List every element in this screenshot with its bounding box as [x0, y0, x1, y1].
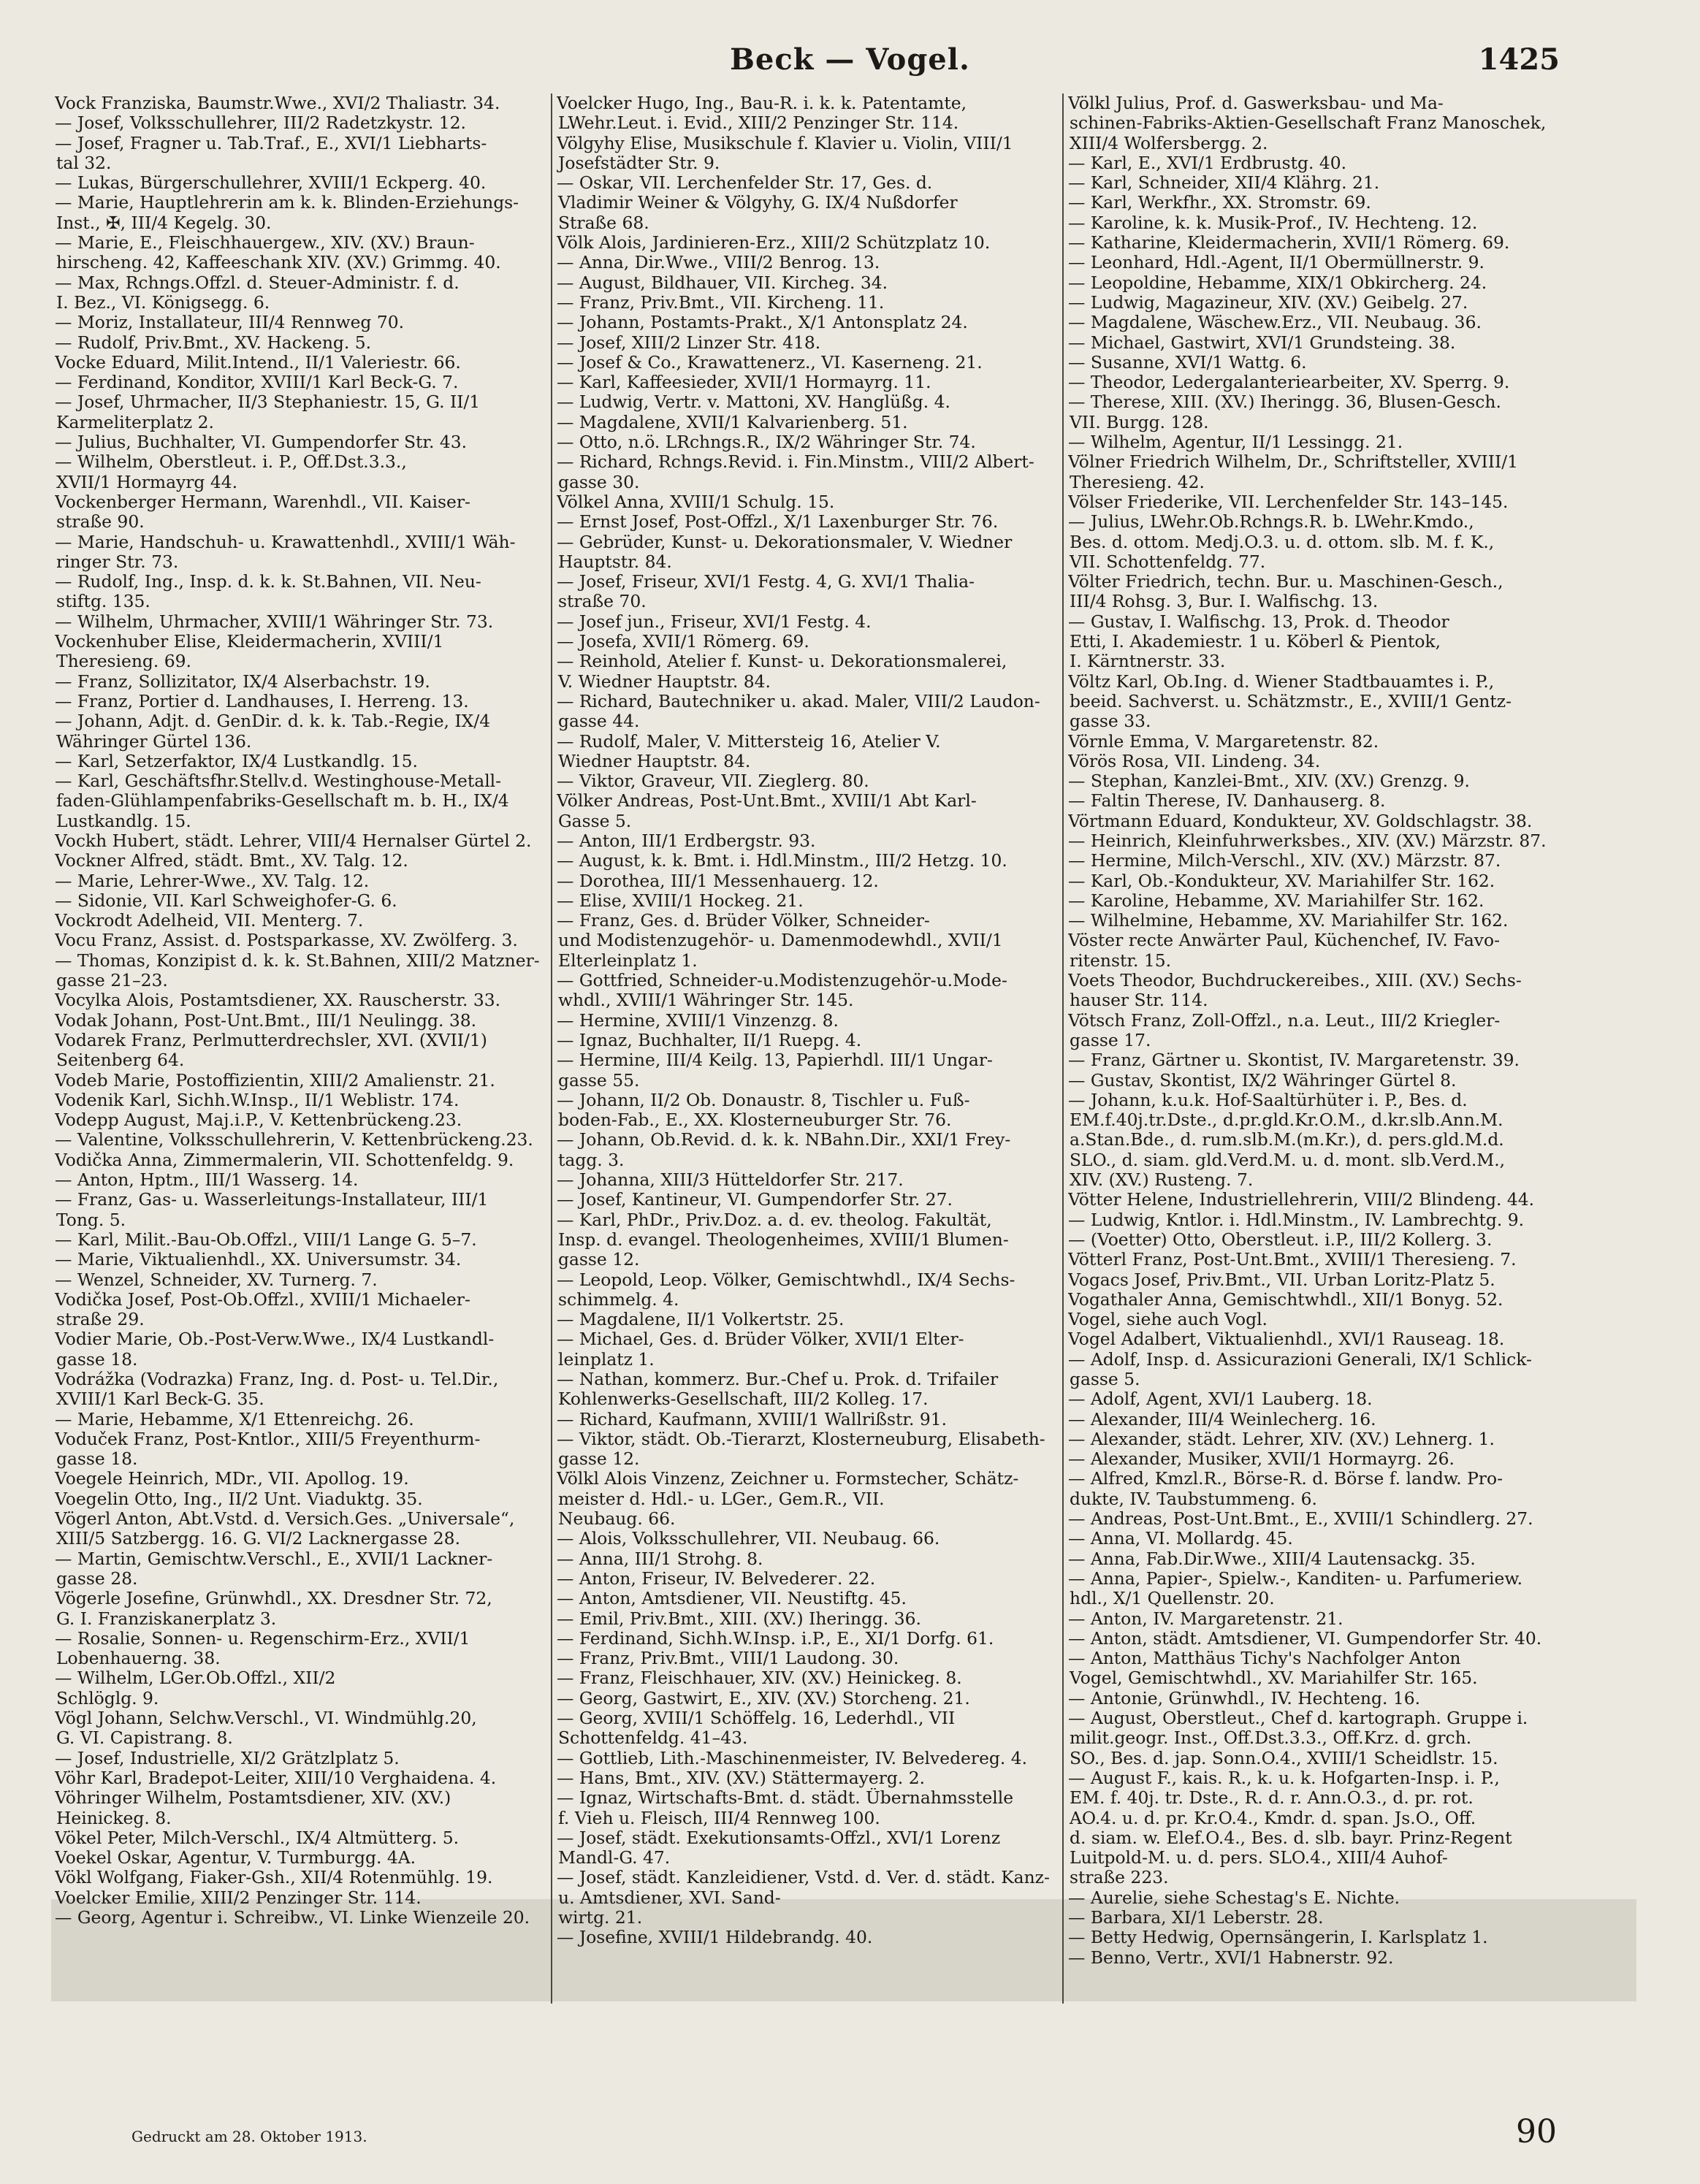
directory-line: XVIII/1 Karl Beck-G. 35.	[56, 1389, 264, 1410]
directory-line: — Sidonie, VII. Karl Schweighofer-G. 6.	[55, 890, 397, 911]
directory-line: — Josef, städt. Exekutionsamts-Offzl., XVI/1 Lorenz	[557, 1828, 1001, 1848]
directory-line: Völkel Anna, XVIII/1 Schulg. 15.	[557, 492, 835, 512]
directory-line: — Franz, Gärtner u. Skontist, IV. Margaretenstr. 39.	[1068, 1050, 1520, 1071]
directory-line: — Katharine, Kleidermacherin, XVII/1 Römerg. 69.	[1068, 233, 1510, 253]
directory-line: — Rudolf, Ing., Insp. d. k. k. St.Bahnen, VII. Neu-	[55, 572, 481, 592]
directory-line: gasse 28.	[56, 1568, 138, 1589]
print-date: Gedruckt am 28. Oktober 1913.	[131, 2128, 367, 2145]
directory-line: — Andreas, Post-Unt.Bmt., E., XVIII/1 Schindlerg. 27.	[1068, 1509, 1533, 1530]
directory-line: faden-Glühlampenfabriks-Gesellschaft m. b. H., IX/4	[56, 791, 509, 812]
directory-line: — Franz, Sollizitator, IX/4 Alserbachstr. 19.	[55, 671, 430, 692]
directory-line: Völgyhy Elise, Musikschule f. Klavier u. Violin, VIII/1	[557, 133, 1013, 153]
page-number: 1425	[1478, 42, 1560, 77]
directory-line: Vogel Adalbert, Viktualienhdl., XVI/1 Rauseag. 18.	[1068, 1329, 1505, 1350]
directory-line: — Marie, Handschuh- u. Krawattenhdl., XVIII/1 Wäh-	[55, 532, 516, 552]
directory-line: d. siam. w. Elef.O.4., Bes. d. slb. bayr. Prinz-Regent	[1070, 1828, 1512, 1848]
directory-line: — Ludwig, Vertr. v. Mattoni, XV. Hanglüßg. 4.	[557, 392, 950, 413]
directory-line: — Karl, E., XVI/1 Erdbrustg. 40.	[1068, 153, 1347, 173]
directory-line: Theresieng. 69.	[56, 652, 191, 672]
directory-line: — Karl, Schneider, XII/4 Klährg. 21.	[1068, 173, 1380, 194]
directory-line: — Hermine, Milch-Verschl., XIV. (XV.) Märzstr. 87.	[1068, 851, 1501, 871]
directory-line: XIII/4 Wolfersbergg. 2.	[1070, 133, 1268, 153]
directory-line: — Ludwig, Magazineur, XIV. (XV.) Geibelg. 27.	[1068, 292, 1468, 313]
directory-line: I. Bez., VI. Königsegg. 6.	[56, 292, 270, 313]
directory-line: Vockrodt Adelheid, VII. Menterg. 7.	[55, 911, 364, 931]
column-3	[1068, 93, 1579, 1968]
directory-line: — Lukas, Bürgerschullehrer, XVIII/1 Eckperg. 40.	[55, 173, 487, 194]
directory-line: — Anton, städt. Amtsdiener, VI. Gumpendorfer Str. 40.	[1068, 1628, 1542, 1649]
directory-line: — Rudolf, Priv.Bmt., XV. Hackeng. 5.	[55, 332, 372, 353]
directory-line: — Valentine, Volksschullehrerin, V. Kettenbrückeng.23.	[55, 1130, 533, 1150]
directory-line: — Marie, Hebamme, X/1 Ettenreichg. 26.	[55, 1409, 414, 1429]
directory-line: Voets Theodor, Buchdruckereibes., XIII. (XV.) Sechs-	[1068, 971, 1522, 991]
directory-line: Vötsch Franz, Zoll-Offzl., n.a. Leut., III/2 Kriegler-	[1068, 1010, 1501, 1031]
directory-line: — Franz, Priv.Bmt., VII. Kircheng. 11.	[557, 292, 885, 313]
directory-line: — Josefa, XVII/1 Römerg. 69.	[557, 632, 809, 652]
directory-line: Schlöglg. 9.	[56, 1688, 159, 1708]
directory-line: — Anton, IV. Margaretenstr. 21.	[1068, 1608, 1343, 1629]
directory-line: — Anton, Matthäus Tichy's Nachfolger Anton	[1068, 1649, 1461, 1669]
directory-line: — Alexander, städt. Lehrer, XIV. (XV.) Lehnerg. 1.	[1068, 1429, 1495, 1449]
directory-line: SLO., d. siam. gld.Verd.M. u. d. mont. slb.Verd.M.,	[1070, 1150, 1506, 1170]
directory-line: — Richard, Rchngs.Revid. i. Fin.Minstm., VIII/2 Albert-	[557, 452, 1034, 473]
directory-line: — Wilhelm, Agentur, II/1 Lessingg. 21.	[1068, 432, 1403, 453]
directory-line: gasse 12.	[558, 1250, 640, 1270]
directory-line: — Anton, Amtsdiener, VII. Neustiftg. 45.	[557, 1589, 907, 1609]
directory-line: Vöhr Karl, Bradepot-Leiter, XIII/10 Verghaidena. 4.	[55, 1768, 497, 1788]
directory-line: — (Voetter) Otto, Oberstleut. i.P., III/2 Kollerg. 3.	[1068, 1229, 1493, 1250]
directory-line: — Josef & Co., Krawattenerz., VI. Kaserneng. 21.	[557, 352, 983, 373]
directory-line: — Barbara, XI/1 Leberstr. 28.	[1068, 1908, 1324, 1928]
directory-line: Vogel, siehe auch Vogl.	[1068, 1310, 1268, 1330]
directory-line: — Ignaz, Wirtschafts-Bmt. d. städt. Übernahmsstelle	[557, 1788, 1014, 1809]
directory-line: — August, Bildhauer, VII. Kircheg. 34.	[557, 272, 888, 293]
directory-line: — Theodor, Ledergalanteriearbeiter, XV. Sperrg. 9.	[1068, 373, 1510, 393]
directory-line: ringer Str. 73.	[56, 551, 179, 572]
directory-line: — Richard, Kaufmann, XVIII/1 Wallrißstr. 91.	[557, 1409, 948, 1429]
column-1	[55, 93, 566, 1928]
directory-line: — Karl, Geschäftsfhr.Stellv.d. Westinghouse-Metall-	[55, 771, 502, 792]
directory-line: Voekel Oskar, Agentur, V. Turmburgg. 4A.	[55, 1848, 416, 1868]
directory-line: — Karl, Kaffeesieder, XVII/1 Hormayrg. 11.	[557, 373, 931, 393]
directory-line: — Ignaz, Buchhalter, II/1 Ruepg. 4.	[557, 1030, 862, 1050]
directory-line: Inst., ✠, III/4 Kegelg. 30.	[56, 213, 272, 233]
directory-line: Vodepp August, Maj.i.P., V. Kettenbrückeng.23.	[55, 1110, 462, 1131]
directory-line: — Heinrich, Kleinfuhrwerksbes., XIV. (XV.) Märzstr. 87.	[1068, 831, 1547, 851]
directory-line: Vökel Peter, Milch-Verschl., IX/4 Altmütterg. 5.	[55, 1828, 460, 1848]
directory-line: Vogacs Josef, Priv.Bmt., VII. Urban Loritz-Platz 5.	[1068, 1269, 1495, 1290]
directory-line: ritenstr. 15.	[1070, 950, 1172, 971]
directory-line: — Gottlieb, Lith.-Maschinenmeister, IV. Belvedereg. 4.	[557, 1748, 1028, 1768]
directory-line: — Anna, Fab.Dir.Wwe., XIII/4 Lautensackg. 35.	[1068, 1549, 1476, 1569]
directory-line: — Wilhelm, LGer.Ob.Offzl., XII/2	[55, 1668, 336, 1689]
directory-line: — Reinhold, Atelier f. Kunst- u. Dekorationsmalerei,	[557, 652, 1007, 672]
directory-line: leinplatz 1.	[558, 1349, 655, 1370]
directory-line: — Antonie, Grünwhdl., IV. Hechteng. 16.	[1068, 1688, 1421, 1708]
directory-line: Vockenberger Hermann, Warenhdl., VII. Kaiser-	[55, 492, 470, 512]
directory-line: milit.geogr. Inst., Off.Dst.3.3., Off.Krz. d. grch.	[1070, 1728, 1472, 1749]
directory-line: — Anna, III/1 Strohg. 8.	[557, 1549, 763, 1569]
directory-line: — Marie, E., Fleischhauergew., XIV. (XV.) Braun-	[55, 233, 475, 253]
directory-line: — Marie, Hauptlehrerin am k. k. Blinden-Erziehungs-	[55, 193, 519, 213]
directory-line: — Marie, Lehrer-Wwe., XV. Talg. 12.	[55, 871, 370, 891]
directory-line: Völkl Alois Vinzenz, Zeichner u. Formstecher, Schätz-	[557, 1469, 1019, 1489]
directory-line: Vodrážka (Vodrazka) Franz, Ing. d. Post- u. Tel.Dir.,	[55, 1370, 499, 1389]
directory-line: — Michael, Gastwirt, XVI/1 Grundsteing. 38.	[1068, 332, 1456, 353]
directory-line: — Johanna, XIII/3 Hütteldorfer Str. 217.	[557, 1170, 904, 1191]
directory-line: — Georg, Agentur i. Schreibw., VI. Linke Wienzeile 20.	[55, 1908, 530, 1928]
directory-line: EM.f.40j.tr.Dste., d.pr.gld.Kr.O.M., d.kr.slb.Ann.M.	[1070, 1110, 1503, 1131]
directory-line: Vöhringer Wilhelm, Postamtsdiener, XIV. (XV.)	[55, 1788, 451, 1809]
directory-line: f. Vieh u. Fleisch, III/4 Rennweg 100.	[558, 1808, 880, 1828]
directory-line: — Josef, Friseur, XVI/1 Festg. 4, G. XVI/1 Thalia-	[557, 572, 975, 592]
directory-line: — Hermine, III/4 Keilg. 13, Papierhdl. III/1 Ungar-	[557, 1050, 993, 1071]
directory-line: Vockenhuber Elise, Kleidermacherin, XVIII/1	[55, 632, 444, 652]
directory-line: a.Stan.Bde., d. rum.slb.M.(m.Kr.), d. pers.gld.M.d.	[1070, 1130, 1504, 1150]
directory-line: — Leopoldine, Hebamme, XIX/1 Obkircherg. 24.	[1068, 272, 1487, 293]
directory-line: — Rudolf, Maler, V. Mittersteig 16, Atelier V.	[557, 731, 941, 752]
directory-line: — Josef, Kantineur, VI. Gumpendorfer Str. 27.	[557, 1190, 953, 1210]
directory-line: — Josefine, XVIII/1 Hildebrandg. 40.	[557, 1928, 873, 1948]
directory-line: XIV. (XV.) Rusteng. 7.	[1070, 1170, 1254, 1191]
directory-line: Vodarek Franz, Perlmutterdrechsler, XVI. (XVII/1)	[55, 1030, 487, 1050]
directory-line: Tong. 5.	[56, 1210, 126, 1230]
directory-line: Neubaug. 66.	[558, 1509, 676, 1530]
directory-line: — Anna, Dir.Wwe., VIII/2 Benrog. 13.	[557, 253, 880, 273]
directory-line: XIII/5 Satzbergg. 16. G. VI/2 Lacknergasse 28.	[56, 1529, 461, 1549]
directory-line: — Ferdinand, Konditor, XVIII/1 Karl Beck-G. 7.	[55, 373, 459, 393]
directory-line: VII. Schottenfeldg. 77.	[1070, 551, 1266, 572]
directory-line: — Adolf, Agent, XVI/1 Lauberg. 18.	[1068, 1389, 1373, 1410]
directory-line: Vögerl Anton, Abt.Vstd. d. Versich.Ges. „Universale“,	[55, 1509, 515, 1530]
directory-line: gasse 55.	[558, 1070, 640, 1091]
directory-line: — Karl, Ob.-Kondukteur, XV. Mariahilfer Str. 162.	[1068, 871, 1495, 891]
directory-line: — Gebrüder, Kunst- u. Dekorationsmaler, V. Wiedner	[557, 532, 1013, 552]
directory-line: Wiedner Hauptstr. 84.	[558, 751, 751, 771]
directory-line: — Viktor, städt. Ob.-Tierarzt, Klosterneuburg, Elisabeth-	[557, 1429, 1045, 1449]
directory-line: Völtz Karl, Ob.Ing. d. Wiener Stadtbauamtes i. P.,	[1068, 671, 1495, 692]
directory-line: Vodeb Marie, Postoffizientin, XIII/2 Amalienstr. 21.	[55, 1070, 495, 1091]
page-heading: Beck — Vogel.	[730, 42, 970, 77]
directory-line: — Karoline, Hebamme, XV. Mariahilfer Str. 162.	[1068, 890, 1484, 911]
directory-line: — Anna, Papier-, Spielw.-, Kanditen- u. Parfumeriew.	[1068, 1568, 1523, 1589]
directory-line: — Johann, Ob.Revid. d. k. k. NBahn.Dir., XXI/1 Frey-	[557, 1130, 1011, 1150]
directory-line: gasse 5.	[1070, 1370, 1140, 1389]
column-divider	[1062, 93, 1064, 2004]
directory-line: Luitpold-M. u. d. pers. SLO.4., XIII/4 Auhof-	[1070, 1848, 1448, 1868]
directory-line: — Therese, XIII. (XV.) Iheringg. 36, Blusen-Gesch.	[1068, 392, 1501, 413]
directory-line: — Richard, Bautechniker u. akad. Maler, VIII/2 Laudon-	[557, 691, 1040, 711]
directory-line: — Karl, Milit.-Bau-Ob.Offzl., VIII/1 Lange G. 5–7.	[55, 1229, 477, 1250]
directory-line: — Wilhelm, Uhrmacher, XVIII/1 Währinger Str. 73.	[55, 611, 494, 632]
directory-line: Vökl Wolfgang, Fiaker-Gsh., XII/4 Rotenmühlg. 19.	[55, 1868, 493, 1888]
directory-line: — Oskar, VII. Lerchenfelder Str. 17, Ges. d.	[557, 173, 933, 194]
directory-line: AO.4. u. d. pr. Kr.O.4., Kmdr. d. span. Js.O., Off.	[1070, 1808, 1476, 1828]
directory-line: beeid. Sachverst. u. Schätzmstr., E., XVIII/1 Gentz-	[1070, 691, 1512, 711]
directory-line: — Franz, Fleischhauer, XIV. (XV.) Heinickeg. 8.	[557, 1668, 962, 1689]
directory-line: — Julius, Buchhalter, VI. Gumpendorfer Str. 43.	[55, 432, 468, 453]
directory-line: Bes. d. ottom. Medj.O.3. u. d. ottom. slb. M. f. K.,	[1070, 532, 1495, 552]
directory-line: — Michael, Ges. d. Brüder Völker, XVII/1 Elter-	[557, 1329, 964, 1350]
directory-line: — Dorothea, III/1 Messenhauerg. 12.	[557, 871, 879, 891]
directory-line: — Anton, Friseur, IV. Belvederег. 22.	[557, 1568, 876, 1589]
directory-line: — Aurelie, siehe Schestag's E. Nichte.	[1068, 1887, 1400, 1908]
directory-line: Vögl Johann, Selchw.Verschl., VI. Windmühlg.20,	[55, 1708, 477, 1729]
directory-line: — Benno, Vertr., XVI/1 Habnerstr. 92.	[1068, 1947, 1394, 1968]
directory-line: Insp. d. evangel. Theologenheimes, XVIII/1 Blumen-	[558, 1229, 1009, 1250]
directory-line: — Ferdinand, Sichh.W.Insp. i.P., E., XI/1 Dorfg. 61.	[557, 1628, 994, 1649]
column-divider	[551, 93, 552, 2004]
directory-line: — Josef, Uhrmacher, II/3 Stephaniestr. 15, G. II/1	[55, 392, 481, 413]
directory-line: — August F., kais. R., k. u. k. Hofgarten-Insp. i. P.,	[1068, 1768, 1500, 1788]
directory-line: Völker Andreas, Post-Unt.Bmt., XVIII/1 Abt Karl-	[557, 791, 977, 812]
directory-line: — Marie, Viktualienhdl., XX. Universumstr. 34.	[55, 1250, 462, 1270]
directory-line: Vöster recte Anwärter Paul, Küchenchef, IV. Favo-	[1068, 931, 1500, 951]
directory-line: Vladimir Weiner & Völgyhy, G. IX/4 Nußdorfer	[558, 193, 958, 213]
directory-line: — Emil, Priv.Bmt., XIII. (XV.) Iheringg. 36.	[557, 1608, 921, 1629]
directory-line: — Hans, Bmt., XIV. (XV.) Stättermayerg. 2.	[557, 1768, 926, 1788]
directory-line: — Faltin Therese, IV. Danhauserg. 8.	[1068, 791, 1386, 812]
directory-line: — Alfred, Kmzl.R., Börse-R. d. Börse f. landw. Pro-	[1068, 1469, 1503, 1489]
directory-line: V. Wiedner Hauptstr. 84.	[558, 671, 771, 692]
directory-line: hauser Str. 114.	[1070, 990, 1208, 1011]
directory-line: straße 223.	[1070, 1868, 1169, 1888]
sheet-number: 90	[1516, 2113, 1557, 2150]
directory-line: — Karoline, k. k. Musik-Prof., IV. Hechteng. 12.	[1068, 213, 1478, 233]
directory-line: — Martin, Gemischtw.Verschl., E., XVII/1 Lackner-	[55, 1549, 493, 1569]
directory-line: — Gustav, I. Walfischg. 13, Prok. d. Theodor	[1068, 611, 1449, 632]
directory-line: — Alois, Volksschullehrer, VII. Neubaug. 66.	[557, 1529, 940, 1549]
directory-line: gasse 21–23.	[56, 971, 168, 991]
directory-line: Voelcker Hugo, Ing., Bau-R. i. k. k. Patentamte,	[557, 93, 967, 113]
directory-line: Vogathaler Anna, Gemischtwhdl., XII/1 Bonyg. 52.	[1068, 1289, 1503, 1310]
directory-line: — Josef, Fragner u. Tab.Traf., E., XVI/1 Liebharts-	[55, 133, 487, 153]
directory-line: — Franz, Gas- u. Wasserleitungs-Installateur, III/1	[55, 1190, 489, 1210]
directory-line: gasse 30.	[558, 472, 640, 492]
directory-line: Völk Alois, Jardinieren-Erz., XIII/2 Schützplatz 10.	[557, 233, 991, 253]
directory-line: Lobenhauerng. 38.	[56, 1649, 221, 1669]
directory-line: Vodier Marie, Ob.-Post-Verw.Wwe., IX/4 Lustkandl-	[55, 1329, 495, 1350]
directory-line: hdl., X/1 Quellenstr. 20.	[1070, 1589, 1275, 1609]
directory-line: Seitenberg 64.	[56, 1050, 185, 1071]
directory-line: LWehr.Leut. i. Evid., XIII/2 Penzinger Str. 114.	[558, 113, 959, 134]
directory-line: Vögerle Josefine, Grünwhdl., XX. Dresdner Str. 72,	[55, 1589, 492, 1609]
directory-line: Voduček Franz, Post-Kntlor., XIII/5 Freyenthurm-	[55, 1429, 481, 1449]
directory-line: — Julius, LWehr.Ob.Rchngs.R. b. LWehr.Kmdo.,	[1068, 512, 1474, 532]
directory-line: meister d. Hdl.- u. LGer., Gem.R., VII.	[558, 1489, 885, 1509]
directory-line: — Susanne, XVI/1 Wattg. 6.	[1068, 352, 1307, 373]
directory-line: — Georg, XVIII/1 Schöffelg. 16, Lederhdl., VII	[557, 1708, 956, 1729]
directory-line: — Franz, Portier d. Landhauses, I. Herreng. 13.	[55, 691, 469, 711]
directory-line: SO., Bes. d. jap. Sonn.O.4., XVIII/1 Scheidlstr. 15.	[1070, 1748, 1498, 1768]
directory-line: EM. f. 40j. tr. Dste., R. d. r. Ann.O.3., d. pr. rot.	[1070, 1788, 1474, 1809]
directory-line: — Gottfried, Schneider-u.Modistenzugehör-u.Mode-	[557, 971, 1007, 991]
directory-line: — Alexander, III/4 Weinlecherg. 16.	[1068, 1409, 1376, 1429]
directory-line: gasse 12.	[558, 1449, 640, 1470]
directory-line: — Leopold, Leop. Völker, Gemischtwhdl., IX/4 Sechs-	[557, 1269, 1015, 1290]
directory-line: gasse 44.	[558, 711, 640, 732]
directory-line: — Stephan, Kanzlei-Bmt., XIV. (XV.) Grenzg. 9.	[1068, 771, 1470, 792]
directory-line: schimmelg. 4.	[558, 1289, 679, 1310]
directory-line: u. Amtsdiener, XVI. Sand-	[558, 1887, 781, 1908]
directory-line: Vörtmann Eduard, Kondukteur, XV. Goldschlagstr. 38.	[1068, 811, 1533, 831]
directory-line: — Magdalene, II/1 Volkertstr. 25.	[557, 1310, 845, 1330]
directory-line: — Franz, Ges. d. Brüder Völker, Schneider-	[557, 911, 930, 931]
directory-line: Etti, I. Akademiestr. 1 u. Köberl & Pientok,	[1070, 632, 1441, 652]
directory-line: straße 29.	[56, 1310, 145, 1330]
directory-line: I. Kärntnerstr. 33.	[1070, 652, 1226, 672]
directory-line: und Modistenzugehör- u. Damenmodewhdl., XVII/1	[558, 931, 1003, 951]
directory-line: tal 32.	[56, 153, 112, 173]
directory-line: — Josef, städt. Kanzleidiener, Vstd. d. Ver. d. städt. Kanz-	[557, 1868, 1050, 1888]
directory-line: — Alexander, Musiker, XVII/1 Hormayrg. 26.	[1068, 1449, 1455, 1470]
directory-line: — Franz, Priv.Bmt., VIII/1 Laudong. 30.	[557, 1649, 899, 1669]
directory-line: — Anton, Hptm., III/1 Wasserg. 14.	[55, 1170, 359, 1191]
directory-line: — Josef, Industrielle, XI/2 Grätzlplatz 5.	[55, 1748, 400, 1768]
directory-line: Völser Friederike, VII. Lerchenfelder Str. 143–145.	[1068, 492, 1509, 512]
column-2	[557, 93, 1068, 1948]
directory-line: gasse 33.	[1070, 711, 1151, 732]
directory-line: Vockh Hubert, städt. Lehrer, VIII/4 Hernalser Gürtel 2.	[55, 831, 532, 851]
directory-line: hirscheng. 42, Kaffeeschank XIV. (XV.) Grimmg. 40.	[56, 253, 501, 273]
directory-line: Lustkandlg. 15.	[56, 811, 191, 831]
directory-line: — Hermine, XVIII/1 Vinzenzg. 8.	[557, 1010, 839, 1031]
directory-line: — Gustav, Skontist, IX/2 Währinger Gürtel 8.	[1068, 1070, 1457, 1091]
directory-line: — Johann, Postamts-Prakt., X/1 Antonsplatz 24.	[557, 313, 968, 333]
directory-line: — Ernst Josef, Post-Offzl., X/1 Laxenburger Str. 76.	[557, 512, 999, 532]
directory-line: VII. Burgg. 128.	[1070, 412, 1209, 432]
directory-line: Vocu Franz, Assist. d. Postsparkasse, XV. Zwölferg. 3.	[55, 931, 518, 951]
directory-line: G. I. Franziskanerplatz 3.	[56, 1608, 277, 1629]
directory-line: whdl., XVIII/1 Währinger Str. 145.	[558, 990, 854, 1011]
directory-line: Völter Friedrich, techn. Bur. u. Maschinen-Gesch.,	[1068, 572, 1503, 592]
directory-line: Vockner Alfred, städt. Bmt., XV. Talg. 12.	[55, 851, 408, 871]
directory-line: Völner Friedrich Wilhelm, Dr., Schriftsteller, XVIII/1	[1068, 452, 1518, 473]
directory-line: Vock Franziska, Baumstr.Wwe., XVI/2 Thaliastr. 34.	[55, 93, 500, 113]
directory-line: gasse 18.	[56, 1449, 138, 1470]
directory-line: stiftg. 135.	[56, 592, 150, 612]
directory-line: gasse 18.	[56, 1349, 138, 1370]
directory-line: — Moriz, Installateur, III/4 Rennweg 70.	[55, 313, 405, 333]
directory-line: — Karl, Setzerfaktor, IX/4 Lustkandlg. 15.	[55, 751, 418, 771]
directory-line: — Otto, n.ö. LRchngs.R., IX/2 Währinger Str. 74.	[557, 432, 976, 453]
directory-line: Völkl Julius, Prof. d. Gaswerksbau- und Ma-	[1068, 93, 1444, 113]
directory-line: wirtg. 21.	[558, 1908, 643, 1928]
directory-line: G. VI. Capistrang. 8.	[56, 1728, 233, 1749]
directory-line: gasse 17.	[1070, 1030, 1151, 1050]
directory-line: Vodička Anna, Zimmermalerin, VII. Schottenfeldg. 9.	[55, 1150, 514, 1170]
directory-line: — Karl, Werkfhr., XX. Stromstr. 69.	[1068, 193, 1371, 213]
directory-line: — Thomas, Konzipist d. k. k. St.Bahnen, XIII/2 Matzner-	[55, 950, 540, 971]
directory-line: Schottenfeldg. 41–43.	[558, 1728, 748, 1749]
directory-line: Vörös Rosa, VII. Lindeng. 34.	[1068, 751, 1321, 771]
directory-line: — Wenzel, Schneider, XV. Turnerg. 7.	[55, 1269, 378, 1290]
directory-line: — Josef, Volksschullehrer, III/2 Radetzkystr. 12.	[55, 113, 466, 134]
directory-line: Voegelin Otto, Ing., II/2 Unt. Viaduktg. 35.	[55, 1489, 423, 1509]
directory-line: — Ludwig, Kntlor. i. Hdl.Minstm., IV. Lambrechtg. 9.	[1068, 1210, 1525, 1230]
directory-line: XVII/1 Hormayrg 44.	[56, 472, 238, 492]
directory-line: Elterleinplatz 1.	[558, 950, 698, 971]
directory-line: — Magdalene, Wäschew.Erz., VII. Neubaug. 36.	[1068, 313, 1482, 333]
directory-line: Vodenik Karl, Sichh.W.Insp., II/1 Weblistr. 174.	[55, 1090, 460, 1110]
directory-line: dukte, IV. Taubstummeng. 6.	[1070, 1489, 1317, 1509]
directory-line: tagg. 3.	[558, 1150, 625, 1170]
directory-line: Josefstädter Str. 9.	[558, 153, 720, 173]
directory-line: — Johann, Adjt. d. GenDir. d. k. k. Tab.-Regie, IX/4	[55, 711, 491, 732]
directory-line: Karmeliterplatz 2.	[56, 412, 214, 432]
directory-line: Hauptstr. 84.	[558, 551, 672, 572]
directory-line: — Max, Rchngs.Offzl. d. Steuer-Administr. f. d.	[55, 272, 460, 293]
directory-line: Vodak Johann, Post-Unt.Bmt., III/1 Neulingg. 38.	[55, 1010, 477, 1031]
directory-line: — Viktor, Graveur, VII. Zieglerg. 80.	[557, 771, 869, 792]
directory-line: — August, Oberstleut., Chef d. kartograph. Gruppe i.	[1068, 1708, 1528, 1729]
directory-line: Vodička Josef, Post-Ob.Offzl., XVIII/1 Michaeler-	[55, 1289, 470, 1310]
directory-line: Kohlenwerks-Gesellschaft, III/2 Kolleg. 17.	[558, 1389, 929, 1410]
directory-line: — Josef jun., Friseur, XVI/1 Festg. 4.	[557, 611, 872, 632]
directory-line: — Josef, XIII/2 Linzer Str. 418.	[557, 332, 821, 353]
directory-line: schinen-Fabriks-Aktien-Gesellschaft Franz Manoschek,	[1070, 113, 1547, 134]
directory-line: Straße 68.	[558, 213, 649, 233]
directory-line: Vocylka Alois, Postamtsdiener, XX. Rauscherstr. 33.	[55, 990, 501, 1011]
directory-line: — Georg, Gastwirt, E., XIV. (XV.) Storcheng. 21.	[557, 1688, 970, 1708]
directory-line: Vötterl Franz, Post-Unt.Bmt., XVIII/1 Theresieng. 7.	[1068, 1250, 1517, 1270]
directory-line: straße 90.	[56, 512, 145, 532]
directory-line: Vocke Eduard, Milit.Intend., II/1 Valeriestr. 66.	[55, 352, 461, 373]
directory-line: Theresieng. 42.	[1070, 472, 1205, 492]
directory-line: — Wilhelm, Oberstleut. i. P., Off.Dst.3.3.,	[55, 452, 407, 473]
directory-line: Vörnle Emma, V. Margaretenstr. 82.	[1068, 731, 1379, 752]
directory-line: — Wilhelmine, Hebamme, XV. Mariahilfer Str. 162.	[1068, 911, 1509, 931]
directory-line: Gasse 5.	[558, 811, 632, 831]
directory-line: boden-Fab., E., XX. Klosterneuburger Str. 76.	[558, 1110, 952, 1131]
directory-line: — August, k. k. Bmt. i. Hdl.Minstm., III/2 Hetzg. 10.	[557, 851, 1007, 871]
directory-line: — Karl, PhDr., Priv.Doz. a. d. ev. theolog. Fakultät,	[557, 1210, 992, 1230]
directory-line: Vogel, Gemischtwhdl., XV. Mariahilfer Str. 165.	[1070, 1668, 1478, 1689]
directory-line: Voelcker Emilie, XIII/2 Penzinger Str. 114.	[55, 1887, 422, 1908]
directory-line: — Johann, k.u.k. Hof-Saaltürhüter i. P., Bes. d.	[1068, 1090, 1468, 1110]
directory-line: — Rosalie, Sonnen- u. Regenschirm-Erz., XVII/1	[55, 1628, 470, 1649]
directory-line: Heinickeg. 8.	[56, 1808, 172, 1828]
directory-line: III/4 Rohsg. 3, Bur. I. Walfischg. 13.	[1070, 592, 1379, 612]
directory-line: Währinger Gürtel 136.	[56, 731, 252, 752]
directory-line: Vötter Helene, Industriellehrerin, VIII/2 Blindeng. 44.	[1068, 1190, 1535, 1210]
directory-line: — Johann, II/2 Ob. Donaustr. 8, Tischler u. Fuß-	[557, 1090, 970, 1110]
directory-line: — Magdalene, XVII/1 Kalvarienberg. 51.	[557, 412, 908, 432]
directory-line: — Elise, XVIII/1 Hockeg. 21.	[557, 890, 804, 911]
directory-line: — Anna, VI. Mollardg. 45.	[1068, 1529, 1293, 1549]
directory-line: — Anton, III/1 Erdbergstr. 93.	[557, 831, 816, 851]
directory-line: — Nathan, kommerz. Bur.-Chef u. Prok. d. Trifailer	[557, 1370, 999, 1389]
directory-line: Mandl-G. 47.	[558, 1848, 671, 1868]
directory-line: — Adolf, Insp. d. Assicurazioni Generali, IX/1 Schlick-	[1068, 1349, 1532, 1370]
directory-line: straße 70.	[558, 592, 647, 612]
directory-line: Voegele Heinrich, MDr., VII. Apollog. 19.	[55, 1469, 409, 1489]
directory-line: — Leonhard, Hdl.-Agent, II/1 Obermüllnerstr. 9.	[1068, 253, 1484, 273]
directory-line: — Betty Hedwig, Opernsängerin, I. Karlsplatz 1.	[1068, 1928, 1488, 1948]
